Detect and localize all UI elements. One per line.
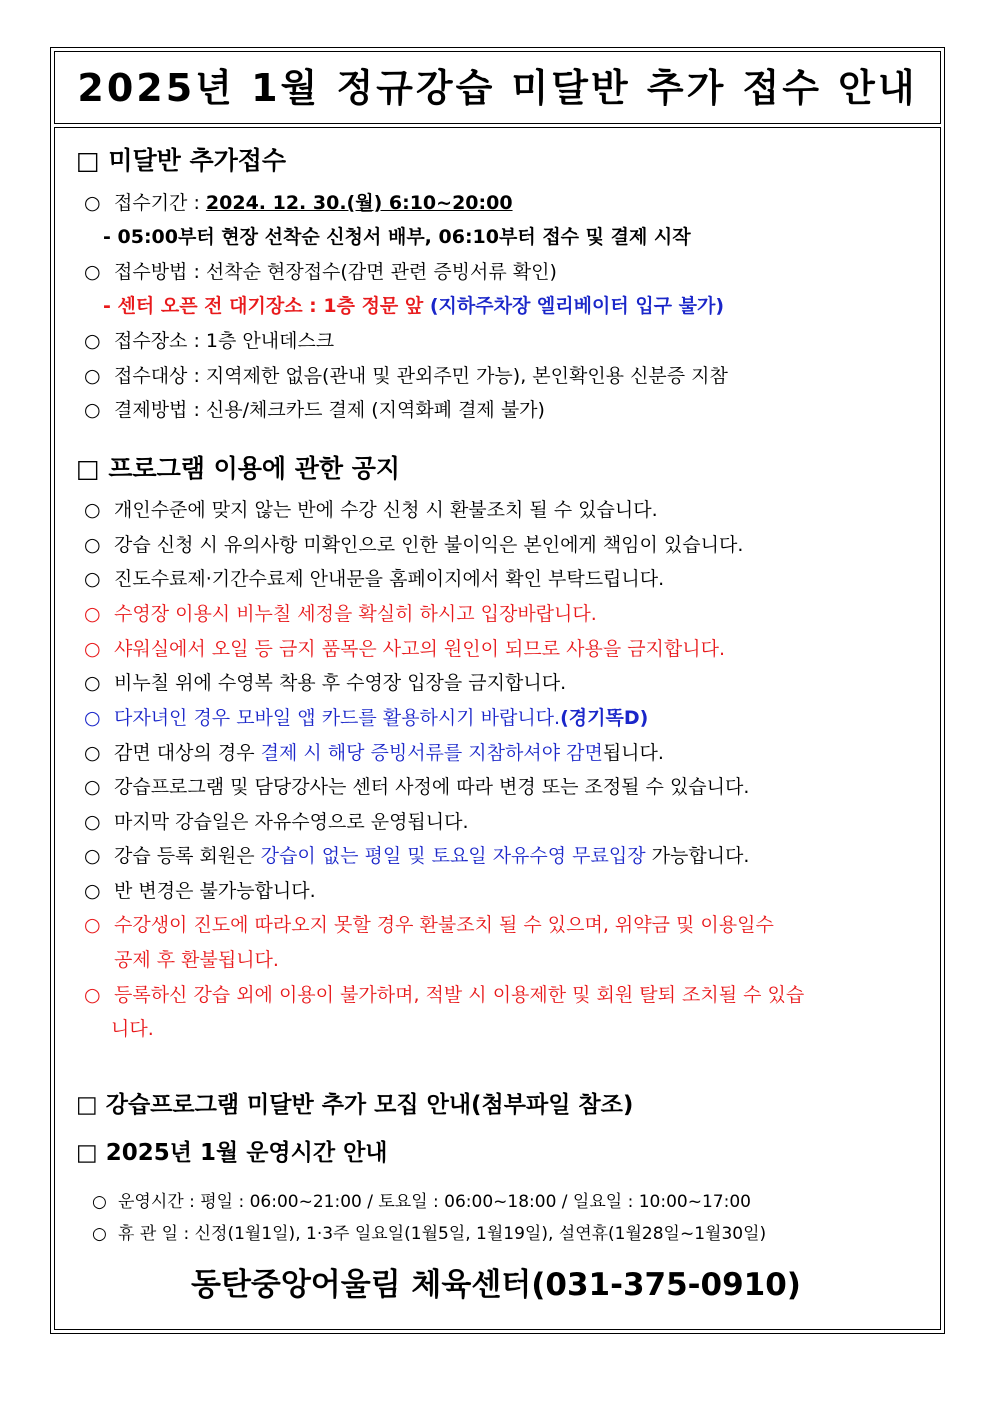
notice-period-note: - 05:00부터 현장 선착순 신청서 배부, 06:10부터 접수 및 결제 시작 [103,226,691,248]
notice-place: ○ 접수장소 : 1층 안내데스크 [84,330,335,352]
title-box [54,51,941,124]
notice-period: ○ 접수기간 : 2024. 12. 30.(월) 6:10~20:00 [84,192,513,214]
list-item: ○ 등록하신 강습 외에 이용이 불가하며, 적발 시 이용제한 및 회원 탈퇴 조치될 수 있습 [84,984,805,1006]
notice-method: ○ 접수방법 : 선착순 현장접수(감면 관련 증빙서류 확인) [84,261,557,283]
list-item: ○ 진도수료제·기간수료제 안내문을 홈페이지에서 확인 부탁드립니다. [84,568,665,590]
list-item: ○ 샤워실에서 오일 등 금지 품목은 사고의 원인이 되므로 사용을 금지합니다. [84,638,726,660]
list-item: ○ 비누칠 위에 수영복 착용 후 수영장 입장을 금지합니다. [84,672,567,694]
list-item: ○ 감면 대상의 경우 결제 시 해당 증빙서류를 지참하셔야 감면됩니다. [84,742,664,764]
notice-target: ○ 접수대상 : 지역제한 없음(관내 및 관외주민 가능), 본인확인용 신분증 지참 [84,365,728,387]
list-item: ○ 다자녀인 경우 모바일 앱 카드를 활용하시기 바랍니다.(경기똑D) [84,707,649,729]
section-heading-operating-hours: □ 2025년 1월 운영시간 안내 [76,1140,388,1166]
notice-payment: ○ 결제방법 : 신용/체크카드 결제 (지역화폐 결제 불가) [84,399,545,421]
list-item: ○ 반 변경은 불가능합니다. [84,880,316,902]
page-title: 2025년 1월 정규강습 미달반 추가 접수 안내 [77,66,918,110]
notice-waiting-place: - 센터 오픈 전 대기장소 : 1층 정문 앞 (지하주차장 엘리베이터 입구 불가) [103,295,725,317]
list-item: ○ 수영장 이용시 비누칠 세정을 확실히 하시고 입장바랍니다. [84,603,597,625]
section-heading-recruitment: □ 강습프로그램 미달반 추가 모집 안내(첨부파일 참조) [76,1092,634,1118]
section-heading-additional-registration: □ 미달반 추가접수 [76,146,287,175]
period-value: 2024. 12. 30.(월) 6:10~20:00 [205,192,513,214]
section-heading-program-notice: □ 프로그램 이용에 관한 공지 [76,454,401,483]
list-item: ○ 수강생이 진도에 따라오지 못할 경우 환불조치 될 수 있으며, 위약금 및 이용일수 [84,914,774,936]
operating-hours: ○ 운영시간 : 평일 : 06:00~21:00 / 토요일 : 06:00~18:00 / 일요일 : 10:00~17:00 [92,1192,751,1212]
list-item-continuation: 공제 후 환불됩니다. [114,949,279,971]
list-item: ○ 강습 신청 시 유의사항 미확인으로 인한 불이익은 본인에게 책임이 있습니다. [84,534,744,556]
center-name-phone: 동탄중앙어울림 체육센터(031-375-0910) [191,1267,801,1303]
closed-days: ○ 휴 관 일 : 신정(1월1일), 1·3주 일요일(1월5일, 1월19일), 설연휴(1월28일~1월30일) [92,1224,767,1244]
list-item: ○ 마지막 강습일은 자유수영으로 운영됩니다. [84,811,469,833]
list-item: ○ 강습프로그램 및 담당강사는 센터 사정에 따라 변경 또는 조정될 수 있습니다. [84,776,750,798]
list-item: ○ 강습 등록 회원은 강습이 없는 평일 및 토요일 자유수영 무료입장 가능합니다. [84,845,750,867]
list-item: ○ 개인수준에 맞지 않는 반에 수강 신청 시 환불조치 될 수 있습니다. [84,499,658,521]
list-item-continuation: 니다. [111,1018,154,1040]
